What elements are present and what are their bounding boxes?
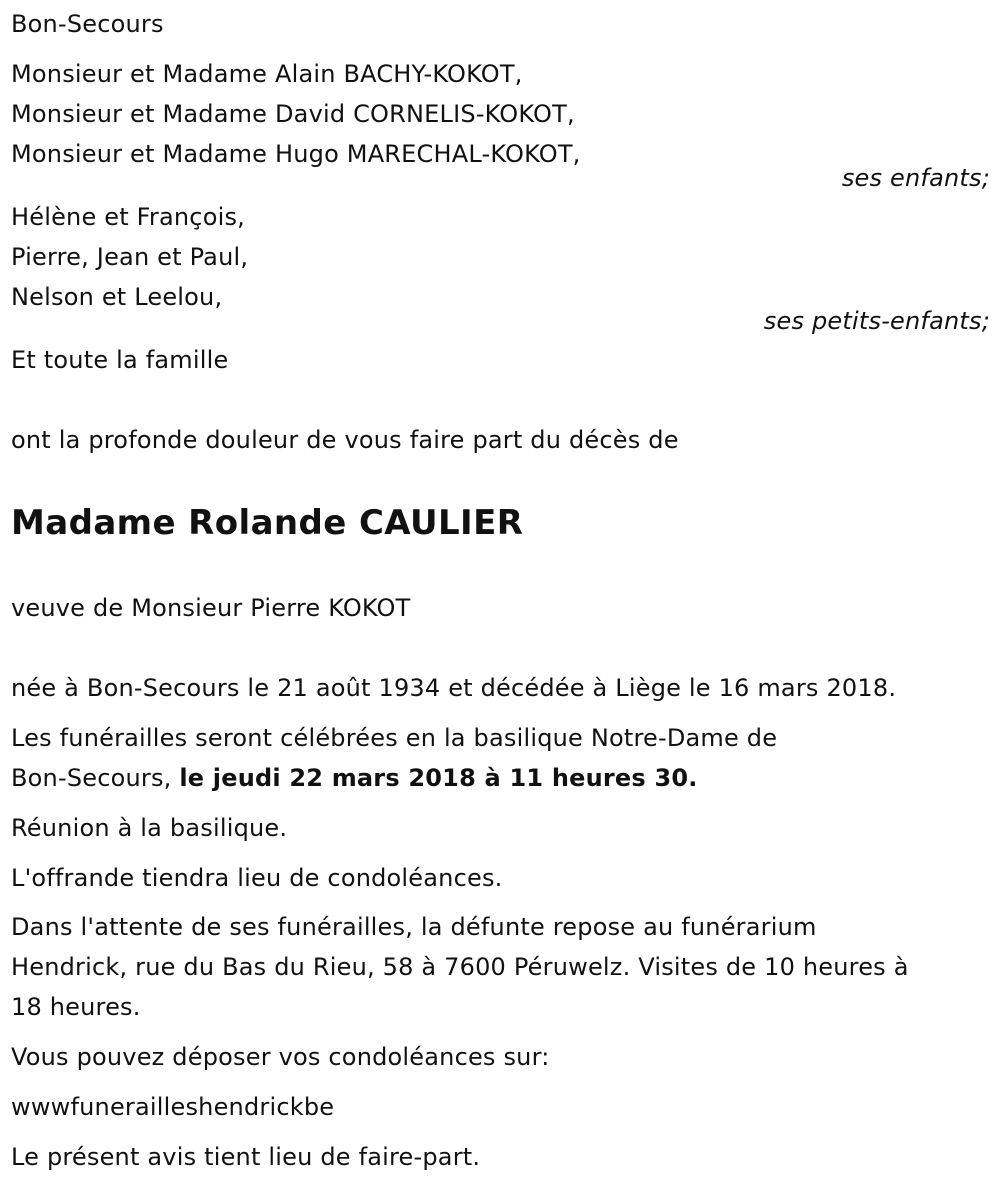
rest-line-2: Hendrick, rue du Bas du Rieu, 58 à 7600 Péruwelz. Visites de 10 heures à <box>11 953 909 981</box>
child-line: Monsieur et Madame Alain BACHY-KOKOT, <box>11 60 523 88</box>
condolences-text: Vous pouvez déposer vos condoléances sur: <box>11 1043 550 1071</box>
children-label: ses enfants; <box>841 164 990 192</box>
funeral-date-time: le jeudi 22 mars 2018 à 11 heures 30. <box>179 764 698 792</box>
grandchildren-label: ses petits-enfants; <box>763 307 990 335</box>
funeral-line-2 <box>11 764 990 792</box>
offering-line: L'offrande tiendra lieu de condoléances. <box>11 864 503 892</box>
widow-line: veuve de Monsieur Pierre KOKOT <box>11 594 411 622</box>
deceased-name: Madame Rolande CAULIER <box>11 503 524 543</box>
child-line: Monsieur et Madame David CORNELIS-KOKOT, <box>11 100 575 128</box>
child-line: Monsieur et Madame Hugo MARECHAL-KOKOT, <box>11 140 581 168</box>
funeral-location-text: Bon-Secours, <box>11 764 180 792</box>
footer-note: Le présent avis tient lieu de faire-part. <box>11 1143 481 1171</box>
rest-line-1: Dans l'attente de ses funérailles, la défunte repose au funérarium <box>11 913 817 941</box>
grandchild-line: Pierre, Jean et Paul, <box>11 243 249 271</box>
grandchild-line: Nelson et Leelou, <box>11 283 223 311</box>
meeting-line: Réunion à la basilique. <box>11 814 288 842</box>
announcement-text: ont la profonde douleur de vous faire part du décès de <box>11 426 679 454</box>
place-heading: Bon-Secours <box>11 10 164 38</box>
funeral-line-1: Les funérailles seront célébrées en la basilique Notre-Dame de <box>11 724 778 752</box>
birth-death-line: née à Bon-Secours le 21 août 1934 et décédée à Liège le 16 mars 2018. <box>11 674 897 702</box>
condolences-website: wwwfunerailleshendrickbe <box>11 1093 335 1121</box>
rest-line-3: 18 heures. <box>11 993 141 1021</box>
family-line: Et toute la famille <box>11 346 229 374</box>
grandchild-line: Hélène et François, <box>11 203 245 231</box>
